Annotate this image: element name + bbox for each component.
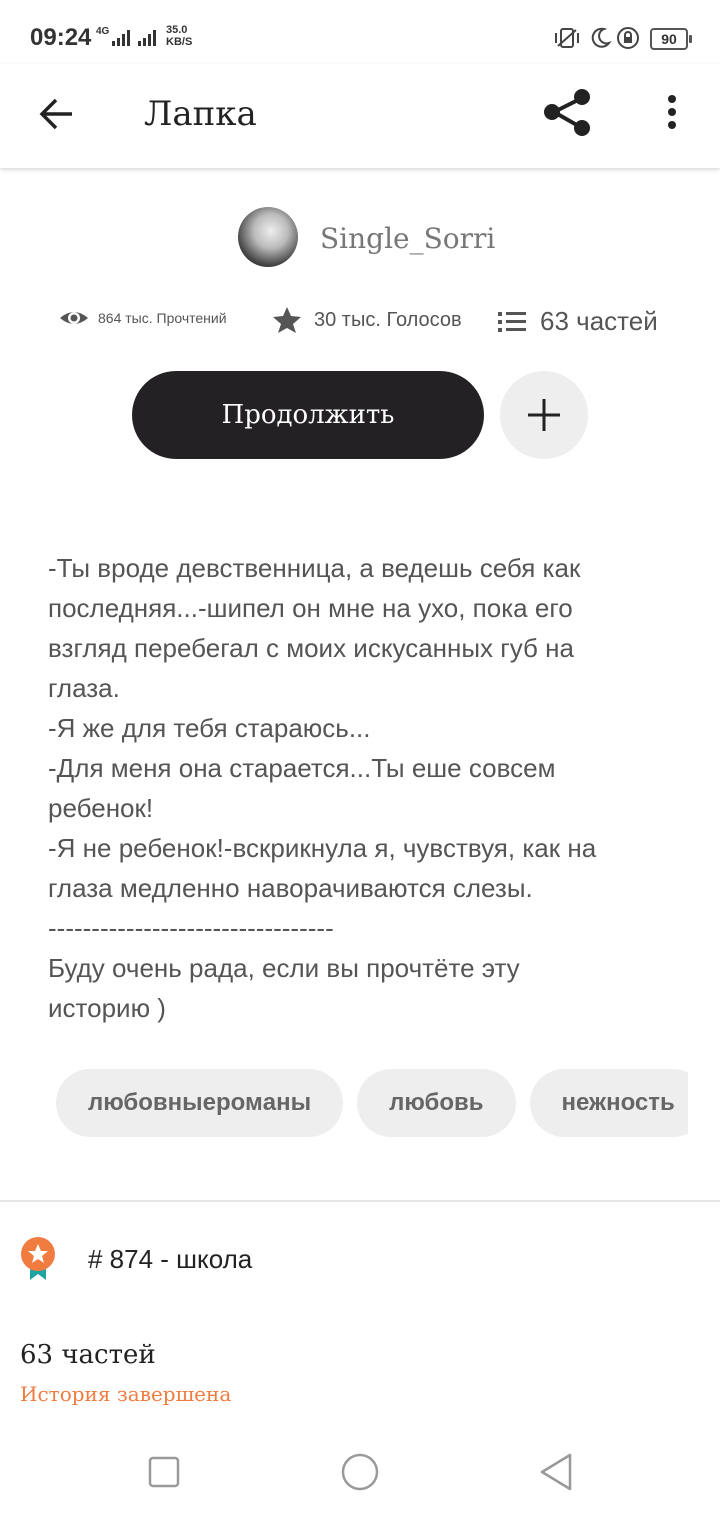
more-vertical-icon[interactable] — [660, 94, 684, 134]
circle-icon[interactable] — [340, 1452, 380, 1492]
reads-count: 864 тыс. Прочтений — [98, 310, 227, 326]
votes-stat — [272, 306, 462, 334]
parts-count-stat: 63 частей — [540, 306, 658, 336]
moon-icon — [588, 26, 612, 50]
author-avatar[interactable] — [238, 207, 298, 267]
list-icon — [498, 310, 528, 334]
votes-count: 30 тыс. Голосов — [314, 308, 462, 331]
network-speed — [166, 24, 192, 48]
app-header — [0, 64, 720, 168]
story-description: -Ты вроде девственница, а ведешь себя как последняя...-шипел он мне на ухо, пока его взгляд перебегал с моих искусанных губ на глаза. -Я же для тебя стараюсь... -Для меня она старается...Ты еше совсем ребенок! -Я не ребенок!-вскрикнула я, чувствуя, как на глаза медленно наворачиваются слезы. --------------------------------- Буду очень рада, если вы прочтёте эту историю ) — [48, 553, 597, 1023]
eye-icon — [58, 306, 90, 330]
parts-count: 63 частей — [20, 1340, 156, 1370]
rotation-lock-icon — [616, 26, 640, 50]
share-icon[interactable] — [542, 88, 594, 138]
parts-stat — [498, 306, 658, 337]
arrow-left-icon[interactable] — [36, 94, 76, 134]
section-divider — [0, 1200, 720, 1202]
ranking-text[interactable]: # 874 - школа — [88, 1244, 253, 1274]
tag-list — [56, 1069, 688, 1137]
author-name[interactable]: Single_Sorri — [320, 222, 496, 255]
page-title: Лапка — [144, 94, 257, 134]
tag-item[interactable]: любовныеромaны — [56, 1069, 343, 1137]
star-icon — [272, 306, 302, 334]
square-icon[interactable] — [148, 1456, 180, 1488]
vibrate-icon — [552, 26, 582, 50]
tag-item[interactable]: нежность — [530, 1069, 688, 1137]
network-type: 4G — [96, 26, 110, 37]
status-time: 09:24 — [30, 24, 92, 51]
ranking-badge-icon — [20, 1236, 56, 1282]
speed-value: 35.0 — [166, 24, 188, 36]
battery-indicator: 90 — [650, 28, 688, 50]
add-to-library-button[interactable] — [500, 371, 588, 459]
tag-item[interactable]: любовь — [357, 1069, 515, 1137]
speed-unit: KB/S — [166, 36, 193, 48]
story-status: История завершена — [20, 1382, 232, 1406]
reads-stat — [58, 306, 227, 330]
plus-icon — [526, 397, 562, 433]
triangle-back-icon[interactable] — [538, 1452, 574, 1492]
signal-icon — [112, 30, 132, 46]
continue-reading-button[interactable]: Продолжить — [132, 371, 484, 459]
signal-icon-2 — [138, 30, 160, 46]
